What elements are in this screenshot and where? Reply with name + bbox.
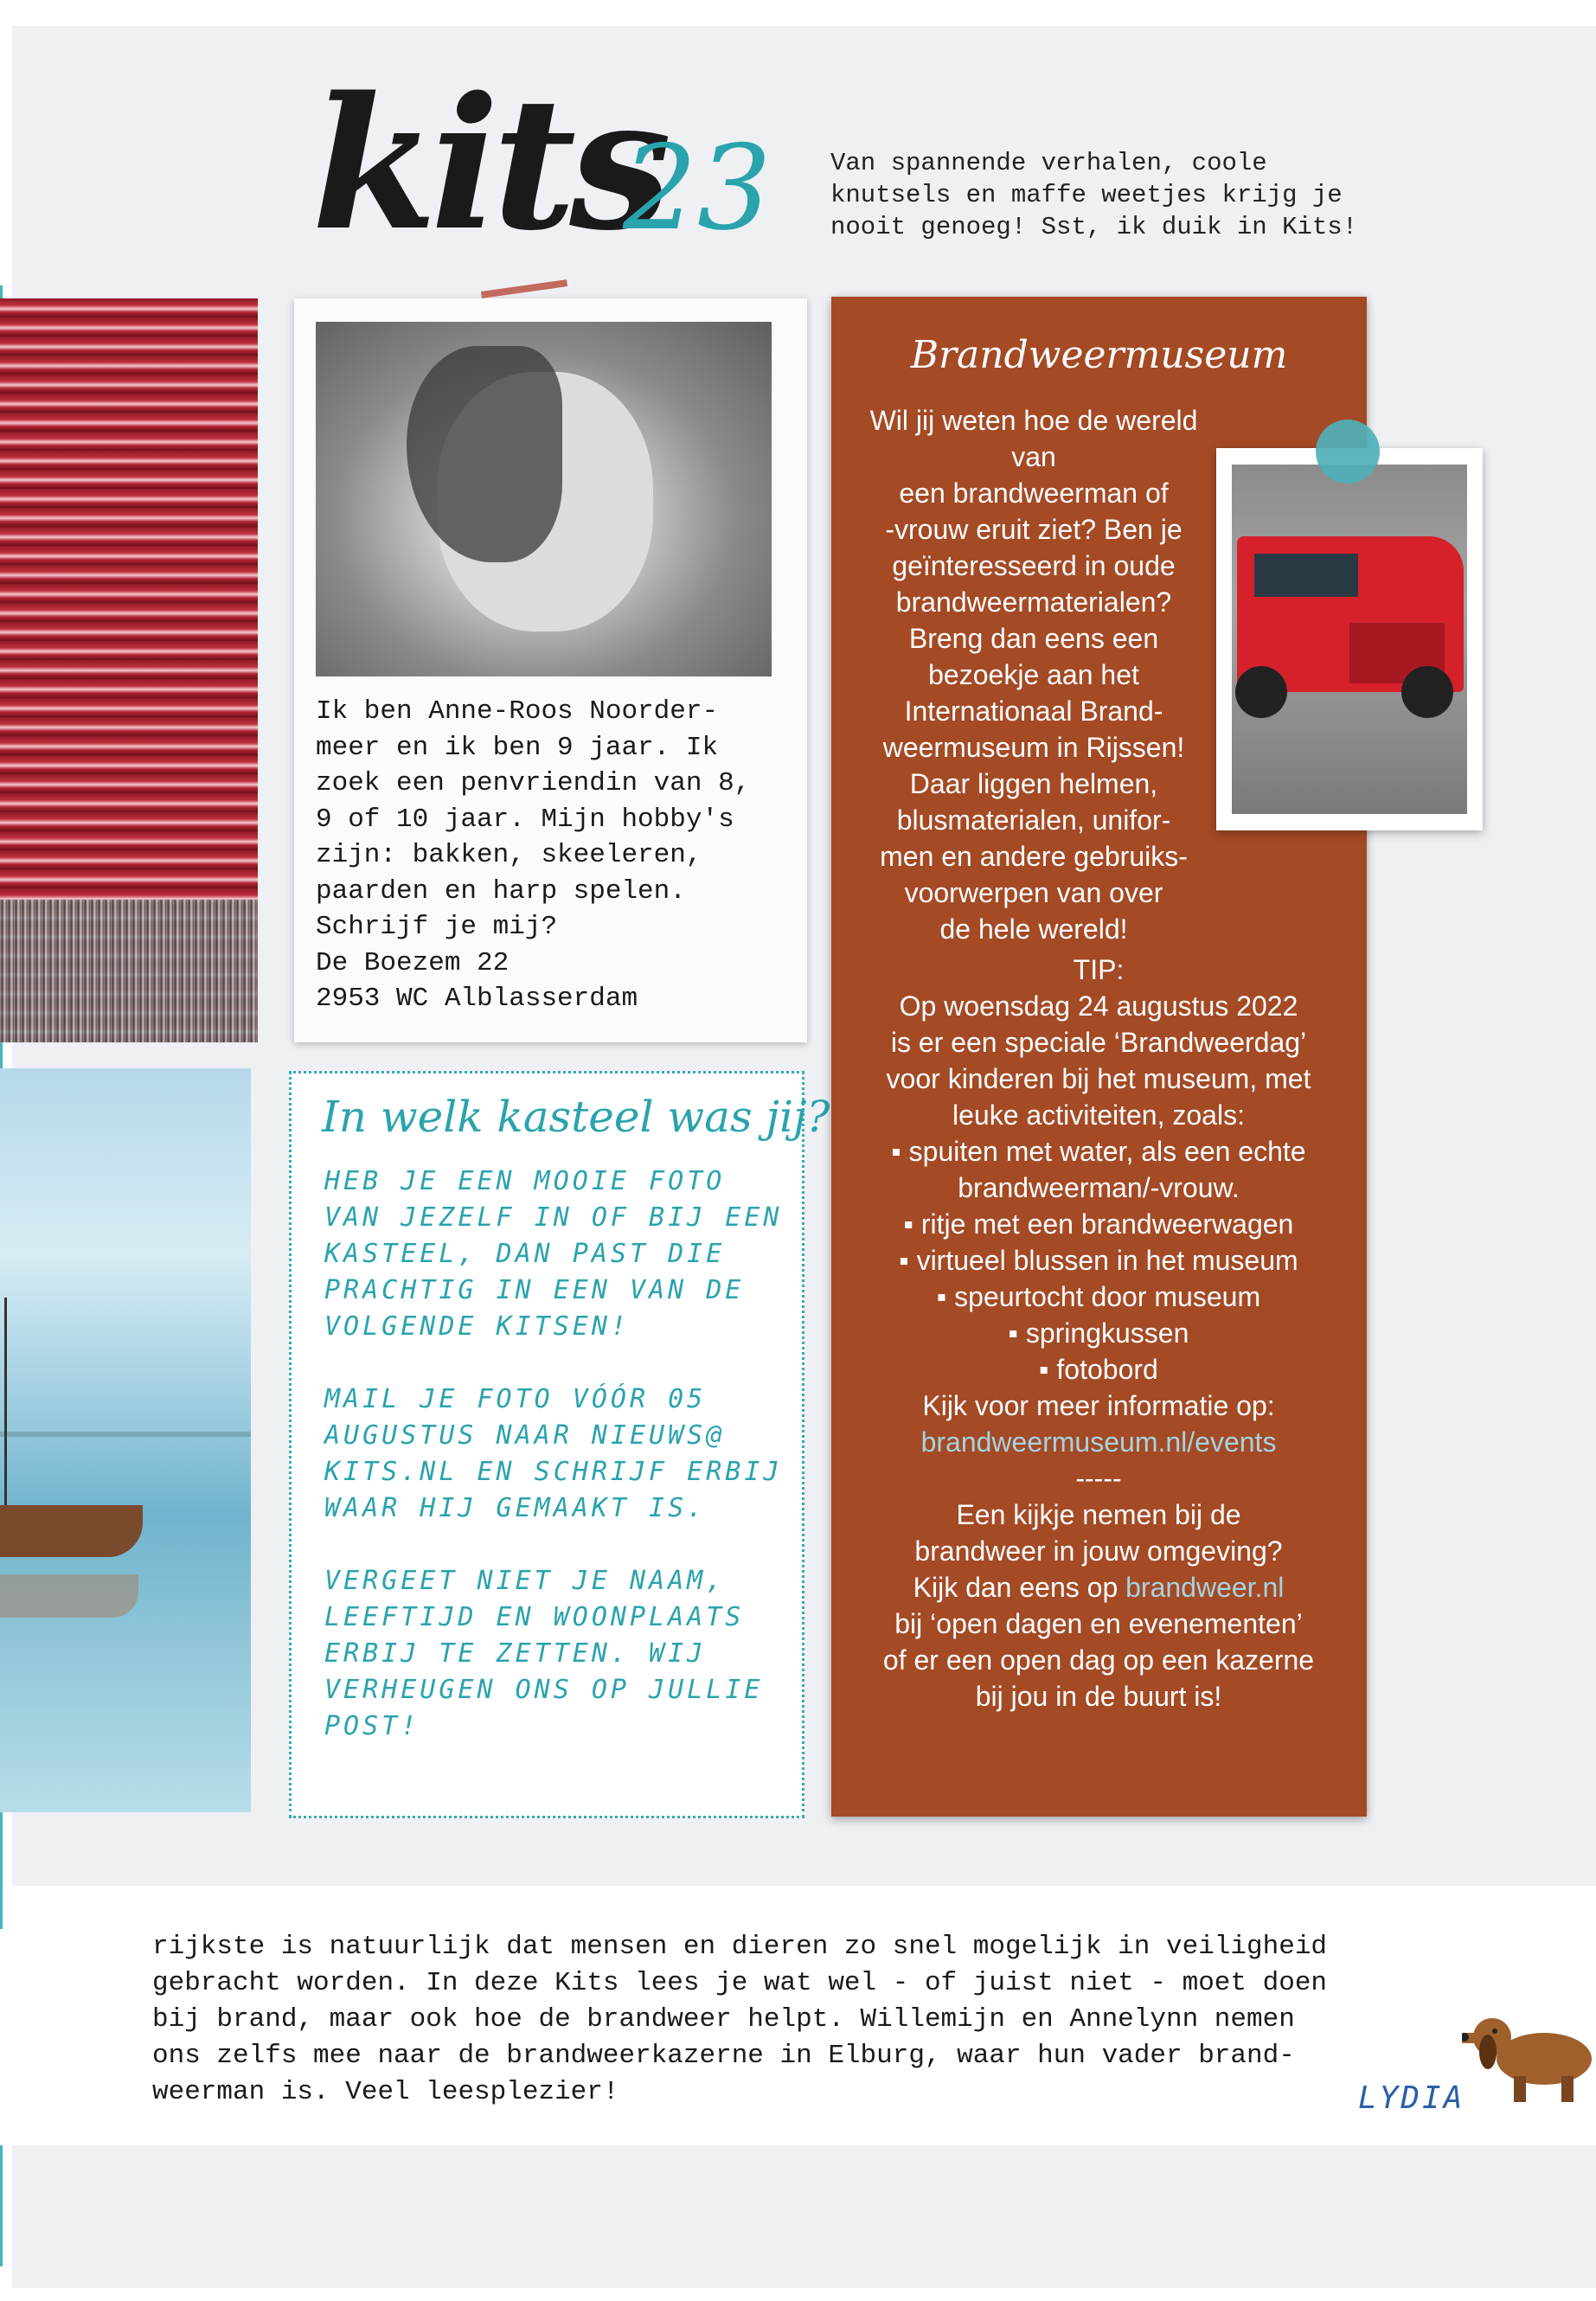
museum-intro	[852, 402, 1215, 947]
museum-intro-line: Internationaal Brand-	[904, 695, 1163, 727]
museum-title: Brandweermuseum	[910, 333, 1288, 377]
kijk-line	[843, 1569, 1354, 1606]
penpal-text: Ik ben Anne-Roos Noorder- meer en ik ben 9 jaar. Ik zoek een penvriendin van 8, 9 of 10 jaar. Mijn hobby's zijn: bakken, skeeleren, paarden en harp spelen. Schrijf je mij? De Boezem 22 2953 WC Alblasserdam	[316, 696, 751, 1014]
museum-intro-line: weermuseum in Rijssen!	[882, 732, 1185, 763]
tip-line: Kijk voor meer informatie op:	[922, 1390, 1275, 1421]
tip-line: ▪ spuiten met water, als een echte	[891, 1136, 1306, 1167]
boat-mast	[4, 1298, 7, 1505]
tip-line: is er een speciale ‘Brandweerdag’	[890, 1027, 1307, 1058]
sea-photo	[0, 1068, 251, 1812]
dog-icon	[1462, 1998, 1596, 2111]
tip-line: voor kinderen bij het museum, met	[886, 1063, 1311, 1094]
tip-line: ▪ fotobord	[1039, 1354, 1158, 1385]
sea-horizon	[0, 1432, 251, 1437]
museum-intro-line: blusmaterialen, unifor-	[896, 804, 1171, 836]
museum-intro-line: Daar liggen helmen,	[909, 768, 1158, 799]
editorial-text: rijkste is natuurlijk dat mensen en dieren zo snel mogelijk in veiligheid gebracht worden. In deze Kits lees je wat wel - of juist niet - moet doen bij brand, maar ook hoe de brandweer helpt. Willemijn en Annelynn nemen ons zelfs mee naar de brandweerkazerne in Elburg, waar hun vader brand- weerman is. Veel leesplezier!	[152, 1932, 1328, 2107]
page-background-bottom	[12, 2145, 1596, 2288]
tip-line: leuke activiteiten, zoals:	[952, 1099, 1245, 1131]
museum-intro-line: een brandweerman of	[899, 478, 1169, 509]
boat	[0, 1505, 143, 1557]
separator: -----	[1075, 1463, 1122, 1494]
tip-line: Op woensdag 24 augustus 2022	[899, 990, 1298, 1022]
tip-label: TIP:	[1073, 954, 1125, 985]
brandweer-link[interactable]: brandweer.nl	[1125, 1572, 1285, 1603]
museum-intro-line: geïnteresseerd in oude	[892, 550, 1176, 581]
closing-line: bij jou in de buurt is!	[975, 1681, 1222, 1712]
museum-intro-line: voorwerpen van over	[904, 877, 1163, 908]
castle-paragraph-2: MAIL JE FOTO VÓÓR 05 AUGUSTUS NAAR NIEUWS@ KITS.NL EN SCHRIJF ERBIJ WAAR HIJ GEMAAKT IS.	[324, 1384, 783, 1523]
closing-line: bij ‘open dagen en evenementen’	[894, 1608, 1303, 1639]
truck-wheel	[1401, 666, 1453, 718]
kijk-prefix: Kijk dan eens op	[913, 1572, 1126, 1603]
events-link[interactable]: brandweermuseum.nl/events	[920, 1426, 1277, 1458]
castle-title: In welk kasteel was jij?	[322, 1092, 830, 1142]
tip-line: ▪ virtueel blussen in het museum	[899, 1245, 1298, 1276]
museum-intro-line: brandweermaterialen?	[895, 586, 1172, 618]
castle-paragraph-3: VERGEET NIET JE NAAM, LEEFTIJD EN WOONPLAATS ERBIJ TE ZETTEN. WIJ VERHEUGEN ONS OP JULLIE POST!	[324, 1566, 764, 1741]
intro-text: Van spannende verhalen, coole knutsels en maffe weetjes krijg je nooit genoeg! Sst, ik duik in Kits!	[830, 149, 1358, 241]
museum-tip	[843, 952, 1354, 1715]
tip-line: ▪ ritje met een brandweerwagen	[903, 1208, 1294, 1240]
kits-logo: kits	[311, 57, 665, 271]
museum-intro-line: -vrouw eruit ziet? Ben je	[885, 514, 1183, 545]
museum-intro-line: de hele wereld!	[939, 913, 1128, 945]
tip-line: ▪ springkussen	[1008, 1317, 1189, 1349]
signature: LYDIA	[1358, 2080, 1465, 2116]
tip-line: ▪ speurtocht door museum	[936, 1281, 1261, 1312]
museum-intro-line: men en andere gebruiks-	[880, 841, 1188, 872]
pin-icon	[1316, 420, 1380, 484]
truck-window	[1254, 554, 1358, 597]
castle-paragraph-1: HEB JE EEN MOOIE FOTO VAN JEZELF IN OF BIJ EEN KASTEEL, DAN PAST DIE PRACHTIG IN EEN VAN DE VOLGENDE KITSEN!	[324, 1166, 783, 1342]
closing-line: of er een open dag op een kazerne	[882, 1644, 1315, 1676]
issue-number: 23	[623, 120, 772, 256]
boat-reflection	[0, 1574, 138, 1618]
closing-line: brandweer in jouw omgeving?	[914, 1535, 1283, 1567]
museum-intro-line: Wil jij weten hoe de wereld van	[869, 405, 1198, 472]
accent-line-bottom	[0, 2145, 3, 2266]
closing-line: Een kijkje nemen bij de	[956, 1499, 1241, 1530]
museum-intro-line: Breng dan eens een	[908, 623, 1159, 654]
noise-photo-strip	[0, 900, 258, 1042]
truck-wheel	[1235, 666, 1287, 718]
castle-text	[324, 1163, 783, 1781]
museum-intro-line: bezoekje aan het	[928, 659, 1139, 690]
tip-line: brandweerman/-vrouw.	[958, 1172, 1240, 1203]
